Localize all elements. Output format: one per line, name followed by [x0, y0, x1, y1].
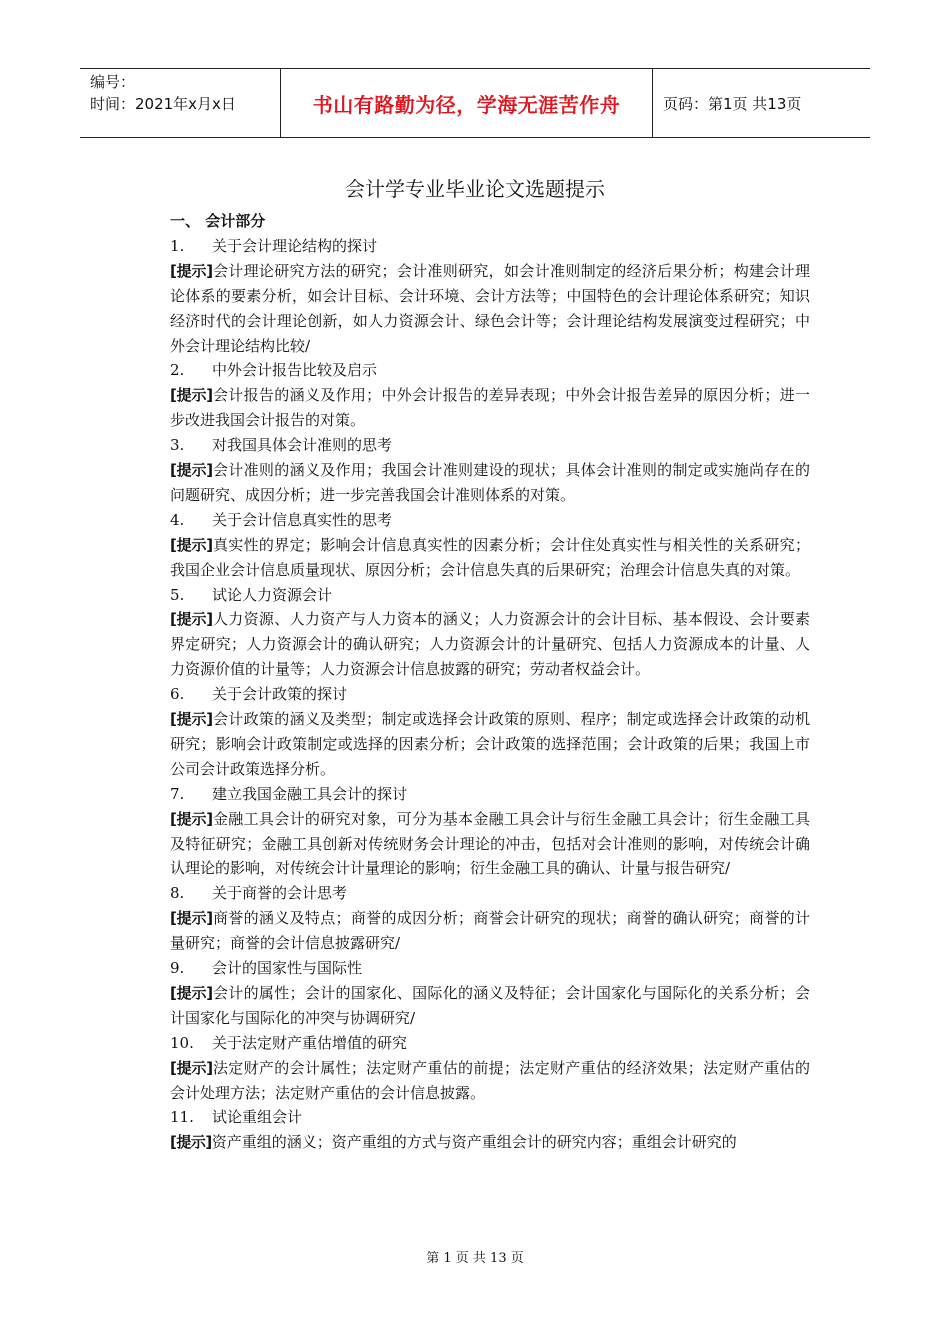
- topic-number: 11.: [170, 1108, 194, 1127]
- tip-label: [提示]: [170, 386, 213, 405]
- topic-title: [170, 956, 810, 981]
- tip-text: 法定财产的会计属性；法定财产重估的前提；法定财产重估的经济效果；法定财产重估的会计处理方法；法定财产重估的会计信息披露。: [170, 1058, 810, 1102]
- topic-number: 3.: [170, 436, 185, 455]
- topic-title-text: 对我国具体会计准则的思考: [212, 436, 393, 455]
- topic-title-text: 试论人力资源会计: [212, 585, 333, 604]
- topic-title: [170, 1105, 810, 1130]
- topic-title: [170, 782, 810, 807]
- topic-tip: [170, 533, 810, 583]
- topic-number: 8.: [170, 884, 185, 903]
- tip-label: [提示]: [170, 809, 213, 828]
- tip-text: 会计准则的涵义及作用；我国会计准则建设的现状；具体会计准则的制定或实施尚存在的问题研究、成因分析；进一步完善我国会计准则体系的对策。: [170, 461, 810, 504]
- topic-tip: [170, 906, 810, 956]
- section-heading: 一、 会计部分: [170, 212, 266, 230]
- topic-title: [170, 682, 810, 707]
- tip-text: 会计报告的涵义及作用；中外会计报告的差异表现；中外会计报告差异的原因分析；进一步改进我国会计报告的对策。: [170, 386, 810, 430]
- topic-number: 1.: [170, 236, 185, 255]
- topic-number: 7.: [170, 784, 185, 803]
- topic-title-text: 会计的国家性与国际性: [212, 959, 363, 978]
- topic-tip: [170, 1056, 810, 1106]
- topic-number: 10.: [170, 1033, 194, 1052]
- topic-title-text: 关于商誉的会计思考: [212, 884, 348, 903]
- tip-label: [提示]: [170, 710, 213, 729]
- topic-tip: [170, 259, 810, 359]
- document-id-label: 编号：: [90, 73, 136, 91]
- tip-label: [提示]: [170, 1133, 212, 1152]
- header-meta-cell: [80, 69, 281, 137]
- topic-title: [170, 433, 810, 458]
- header-page-cell: [653, 69, 870, 137]
- topic-title-text: 关于会计信息真实性的思考: [212, 510, 393, 529]
- topic-title: [170, 234, 810, 259]
- motto-text: 书山有路勤为径，学海无涯苦作舟: [312, 92, 621, 117]
- topic-title: [170, 1031, 810, 1056]
- topic-title-text: 试论重组会计: [212, 1108, 303, 1127]
- tip-label: [提示]: [170, 1058, 213, 1077]
- tip-label: [提示]: [170, 261, 213, 280]
- topic-number: 5.: [170, 585, 185, 604]
- tip-label: [提示]: [170, 909, 213, 928]
- topic-tip: [170, 807, 810, 882]
- tip-text: 会计政策的涵义及类型；制定或选择会计政策的原则、程序；制定或选择会计政策的动机研究；影响会计政策制定或选择的因素分析；会计政策的选择范围；会计政策的后果；我国上市公司会计政策选择分析。: [170, 710, 810, 778]
- tip-text: 商誉的涵义及特点；商誉的成因分析；商誉会计研究的现状；商誉的确认研究；商誉的计量研究；商誉的会计信息披露研究/: [170, 909, 810, 953]
- topic-number: 6.: [170, 685, 185, 704]
- topic-number: 4.: [170, 510, 185, 529]
- topic-tip: [170, 707, 810, 782]
- topic-tip: [170, 1130, 810, 1155]
- document-time-label: 时间：2021年x月x日: [90, 95, 236, 113]
- header-motto-cell: [281, 69, 653, 137]
- tip-text: 会计理论研究方法的研究；会计准则研究，如会计准则制定的经济后果分析；构建会计理论体系的要素分析，如会计目标、会计环境、会计方法等；中国特色的会计理论体系研究；知识经济时代的会计理论创新，如人力资源会计、绿色会计等；会计理论结构发展演变过程研究；中外会计理论结构比较/: [170, 261, 810, 355]
- tip-label: [提示]: [170, 535, 213, 554]
- tip-text: 真实性的界定；影响会计信息真实性的因素分析；会计住处真实性与相关性的关系研究；我国企业会计信息质量现状、原因分析；会计信息失真的后果研究；治理会计信息失真的对策。: [170, 535, 810, 579]
- topic-tip: [170, 607, 810, 682]
- document-title: 会计学专业毕业论文选题提示: [345, 177, 605, 201]
- document-body: [170, 209, 810, 1155]
- topic-title-text: 关于会计理论结构的探讨: [212, 236, 378, 255]
- topic-tip: [170, 383, 810, 433]
- topic-title-text: 中外会计报告比较及启示: [212, 361, 378, 380]
- topic-tip: [170, 458, 810, 508]
- tip-text: 金融工具会计的研究对象，可分为基本金融工具会计与衍生金融工具会计；衍生金融工具及特征研究；金融工具创新对传统财务会计理论的冲击，包括对会计准则的影响，对传统会计确认理论的影响，对传统会计计量理论的影响；衍生金融工具的确认、计量与报告研究/: [170, 809, 810, 878]
- page-info: 页码：第1页 共13页: [663, 94, 802, 113]
- topic-title-text: 建立我国金融工具会计的探讨: [212, 784, 408, 803]
- topic-title: [170, 508, 810, 533]
- tip-label: [提示]: [170, 610, 213, 629]
- topic-title: [170, 881, 810, 906]
- header-table: [80, 68, 870, 138]
- topic-title: [170, 583, 810, 608]
- tip-text: 会计的属性；会计的国家化、国际化的涵义及特征；会计国家化与国际化的关系分析；会计国家化与国际化的冲突与协调研究/: [170, 983, 810, 1027]
- topic-title: [170, 358, 810, 383]
- topic-number: 9.: [170, 959, 185, 978]
- topic-title-text: 关于法定财产重估增值的研究: [212, 1033, 408, 1052]
- tip-text: 资产重组的涵义；资产重组的方式与资产重组会计的研究内容；重组会计研究的: [211, 1133, 737, 1152]
- page-footer: 第 1 页 共 13 页: [426, 1251, 524, 1266]
- tip-text: 人力资源、人力资产与人力资本的涵义；人力资源会计的会计目标、基本假设、会计要素界定研究；人力资源会计的确认研究；人力资源会计的计量研究、包括人力资源成本的计量、人力资源价值的计量等；人力资源会计信息披露的研究；劳动者权益会计。: [170, 610, 810, 679]
- topic-title-text: 关于会计政策的探讨: [212, 685, 348, 704]
- tip-label: [提示]: [170, 983, 213, 1002]
- topic-tip: [170, 981, 810, 1031]
- topic-number: 2.: [170, 361, 185, 380]
- tip-label: [提示]: [170, 461, 213, 479]
- topic-list: [170, 234, 810, 1155]
